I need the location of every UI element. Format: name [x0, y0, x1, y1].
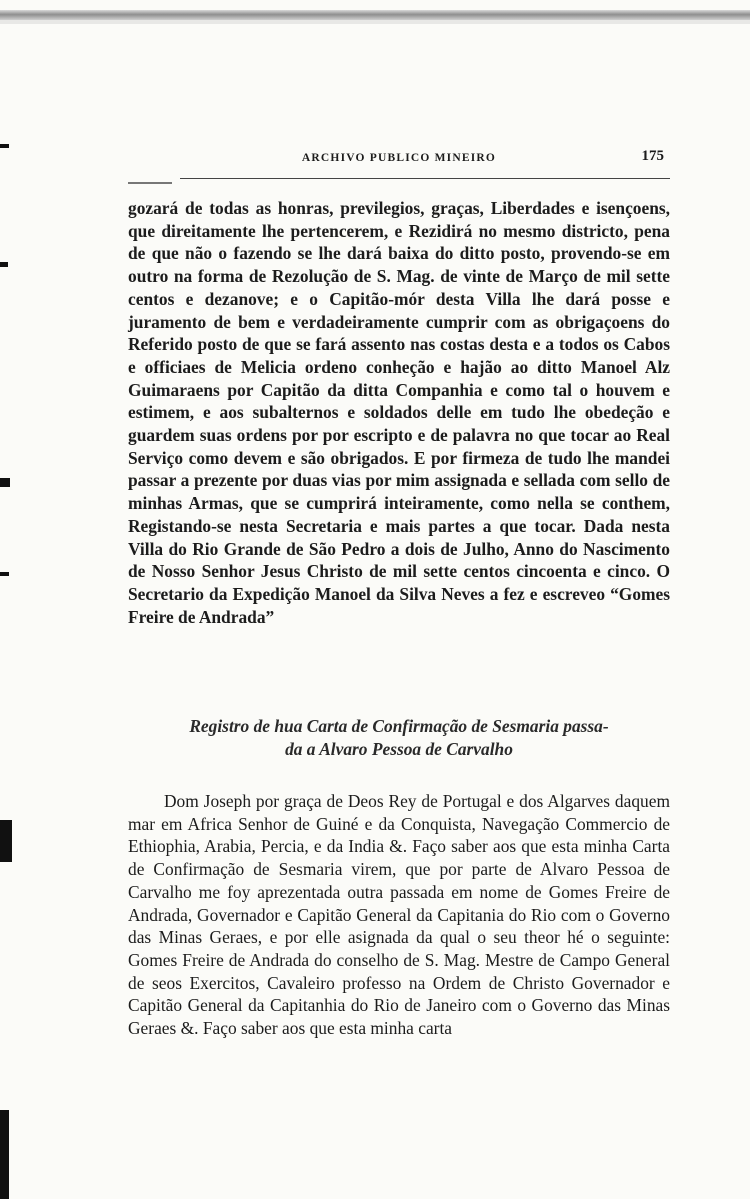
paragraph-text: Dom Joseph por graça de Deos Rey de Portugal e dos Algarves daquem mar em Africa Senhor de Guiné e da Conquista, Navegação Commercio de Ethiophia, Arabia, Percia, e da India &. Faço saber aos que esta minha Carta de Confirmação de Sesmaria virem, que por parte de Alvaro Pessoa de Carvalho me foy aprezentada outra passada em nome de Gomes Freire de Andrada, Governador e Capitão General da Capitania do Rio com o Governo das Minas Geraes, e por elle asignada da qual o seu theor hé o seguinte: Gomes Freire de Andrada do conselho de S. Mag. Mestre de Campo General de seos Exercitos, Cavaleiro professo na Ordem de Christo Governador e Capitão General da Capitanhia do Rio de Janeiro com o Governo das Minas Geraes &. Faço saber aos que esta minha carta — [128, 791, 670, 1039]
scan-top-band-shadow — [0, 20, 750, 24]
section-heading — [128, 715, 670, 761]
page-header — [128, 148, 670, 170]
scan-edge-mark — [0, 572, 9, 576]
scan-edge-mark — [0, 478, 10, 487]
paragraph-continued — [128, 197, 670, 628]
header-rule-mark — [128, 182, 172, 184]
scan-top-band — [0, 10, 750, 20]
header-rule — [180, 178, 670, 179]
running-title: ARCHIVO PUBLICO MINEIRO — [301, 152, 497, 164]
paragraph-letter — [128, 790, 670, 1040]
scan-edge-mark — [0, 144, 9, 148]
paragraph-text: gozará de todas as honras, previlegios, graças, Liberdades e isençoens, que direitamente lhe pertencerem, e Rezidirá no mesmo districto, pena de que não o fazendo se lhe dará baixa do ditto posto, provendo-se em outro na forma de Rezolução de S. Mag. de vinte de Março de mil sette centos e dezanove; e o Capitão-mór desta Villa lhe dará posse e juramento de bem e verdadeiramente cumprir com as obrigaçoens do Referido posto de que se fará assento nas costas desta e a todos os Cabos e officiaes de Melicia ordeno conheção e hajão ao ditto Manoel Alz Guimaraens por Capitão da ditta Companhia e como tal o houvem e estimem, e aos subalternos e soldados delle em tudo lhe obedeção e guardem suas ordens por por escripto e de palavra no que tocar ao Real Serviço como devem e são obrigados. E por firmeza de tudo lhe mandei passar a prezente por duas vias por mim assignada e sellada com sello de minhas Armas, que se cumprirá inteiramente, como nella se conthem, Registando-se nesta Secretaria e mais partes a que tocar. Dada nesta Villa do Rio Grande de São Pedro a dois de Julho, Anno do Nascimento de Nosso Senhor Jesus Christo de mil sette centos cincoenta e cinco. O Secretario da Expedição Manoel da Silva Neves a fez e escreveo “Gomes Freire de Andrada” — [128, 198, 670, 627]
page-number: 175 — [641, 148, 664, 164]
scan-edge-mark — [0, 1110, 9, 1199]
section-heading-line-2: da a Alvaro Pessoa de Carvalho — [285, 739, 513, 759]
scan-edge-mark — [0, 820, 12, 862]
section-heading-line-1: Registro de hua Carta de Confirmação de Sesmaria passa- — [189, 716, 609, 736]
scan-edge-mark — [0, 262, 8, 267]
